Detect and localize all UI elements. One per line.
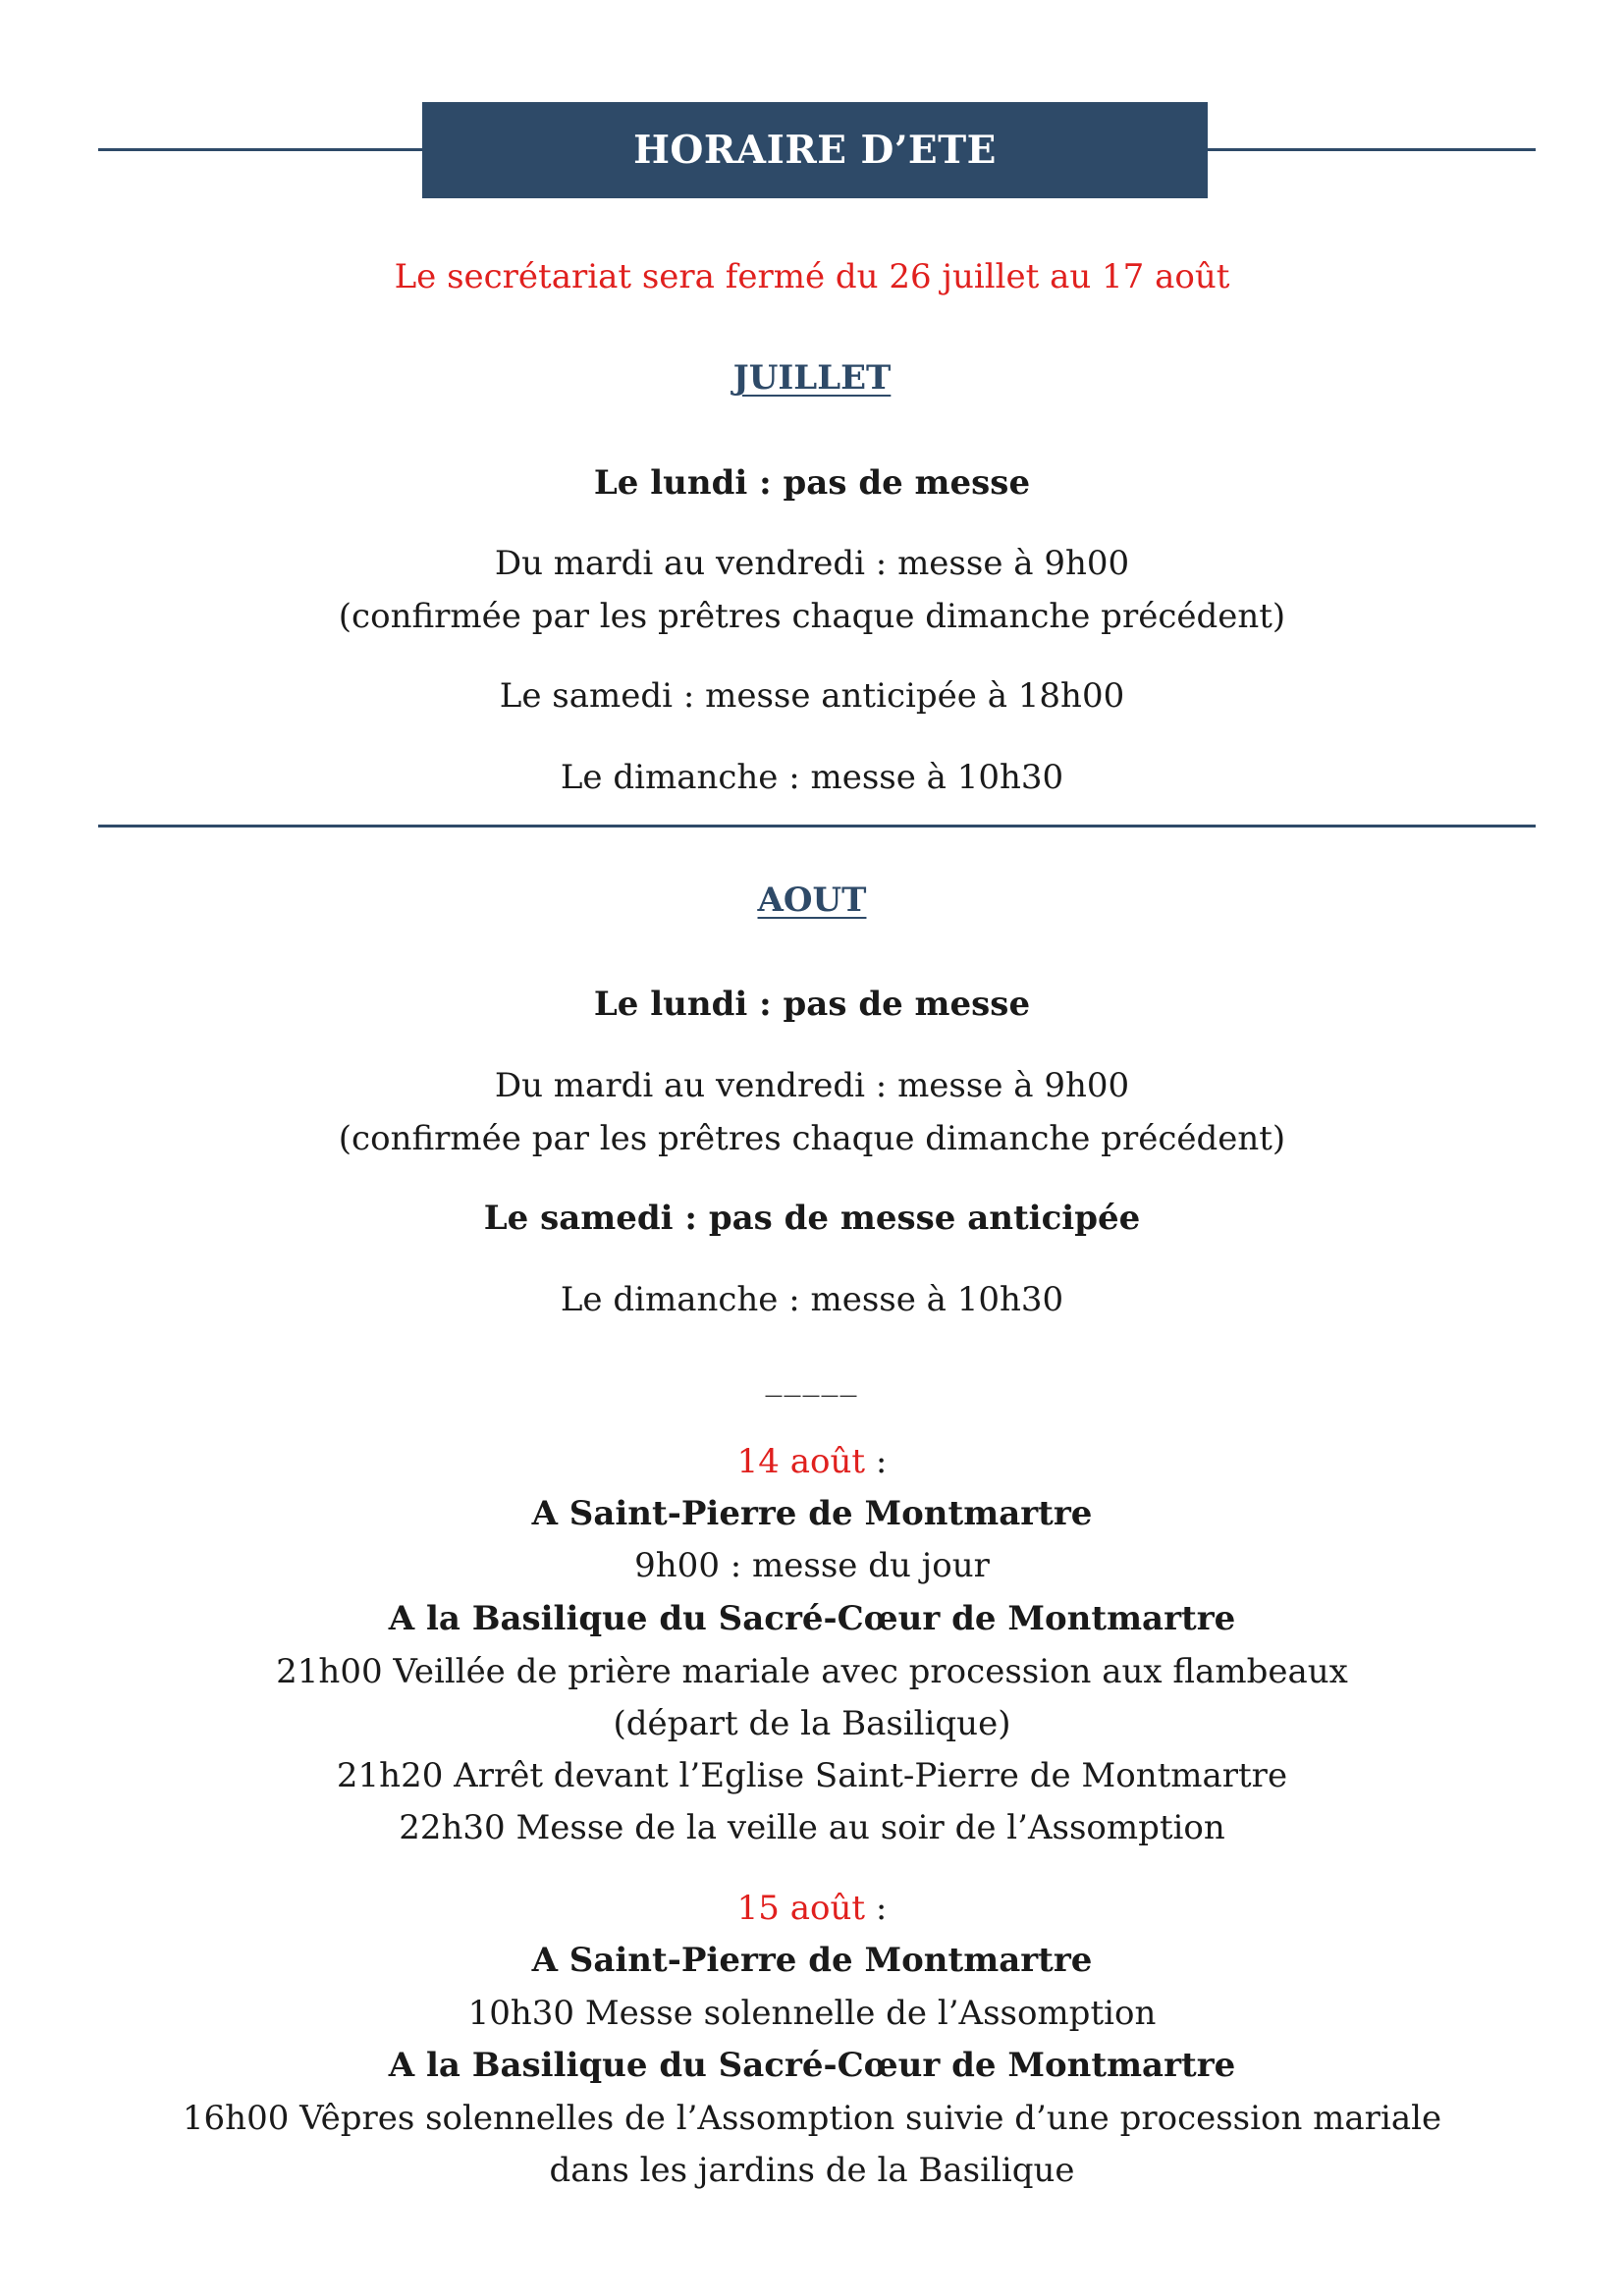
aug14-item-2: 21h00 Veillée de prière mariale avec procession aux flambeaux [276, 1652, 1348, 1691]
july-weekdays-note: (confirmée par les prêtres chaque dimanche précédent) [338, 597, 1286, 636]
aug15-item-2-note: dans les jardins de la Basilique [549, 2151, 1075, 2190]
section-divider [98, 825, 1536, 828]
august-monday: Le lundi : pas de messe [593, 985, 1031, 1024]
aug15-place-basilique: A la Basilique du Sacré-Cœur de Montmartre [388, 2046, 1236, 2085]
aug15-date: 15 août [736, 1889, 866, 1928]
header-rule-left [98, 148, 422, 151]
august-heading: AOUT [757, 881, 867, 920]
aug15-item-1: 10h30 Messe solennelle de l’Assomption [467, 1994, 1157, 2033]
aug14-item-4: 22h30 Messe de la veille au soir de l’Assomption [399, 1808, 1225, 1847]
aug14-date-row [0, 1442, 1624, 1481]
separator-dashes: _____ [765, 1359, 859, 1398]
august-weekdays: Du mardi au vendredi : messe à 9h00 [494, 1066, 1130, 1105]
july-heading: JUILLET [732, 358, 892, 398]
july-sunday: Le dimanche : messe à 10h30 [560, 758, 1064, 797]
august-weekdays-note: (confirmée par les prêtres chaque dimanche précédent) [338, 1119, 1286, 1158]
aug15-colon: : [865, 1889, 888, 1928]
august-heading-row [0, 881, 1624, 920]
august-sunday: Le dimanche : messe à 10h30 [560, 1280, 1064, 1319]
aug15-item-2: 16h00 Vêpres solennelles de l’Assomption suivie d’une procession mariale [182, 2099, 1442, 2138]
aug15-date-row [0, 1889, 1624, 1928]
aug14-item-1: 9h00 : messe du jour [634, 1546, 990, 1585]
july-heading-row [0, 358, 1624, 398]
aug14-colon: : [865, 1442, 888, 1481]
aug14-date: 14 août [736, 1442, 866, 1481]
aug14-place-basilique: A la Basilique du Sacré-Cœur de Montmartre [388, 1599, 1236, 1638]
page-title: HORAIRE D’ETE [633, 128, 997, 173]
august-saturday: Le samedi : pas de messe anticipée [483, 1199, 1141, 1238]
title-banner [422, 102, 1208, 198]
july-saturday: Le samedi : messe anticipée à 18h00 [499, 676, 1125, 716]
header-rule-right [1208, 148, 1536, 151]
july-weekdays: Du mardi au vendredi : messe à 9h00 [494, 544, 1130, 583]
closure-notice: Le secrétariat sera fermé du 26 juillet au 17 août [394, 257, 1230, 296]
july-monday: Le lundi : pas de messe [593, 463, 1031, 503]
aug15-place-saint-pierre: A Saint-Pierre de Montmartre [531, 1941, 1093, 1980]
aug14-place-saint-pierre: A Saint-Pierre de Montmartre [531, 1494, 1093, 1533]
aug14-item-3: 21h20 Arrêt devant l’Eglise Saint-Pierre de Montmartre [336, 1756, 1288, 1795]
aug14-item-2-note: (départ de la Basilique) [613, 1704, 1011, 1743]
